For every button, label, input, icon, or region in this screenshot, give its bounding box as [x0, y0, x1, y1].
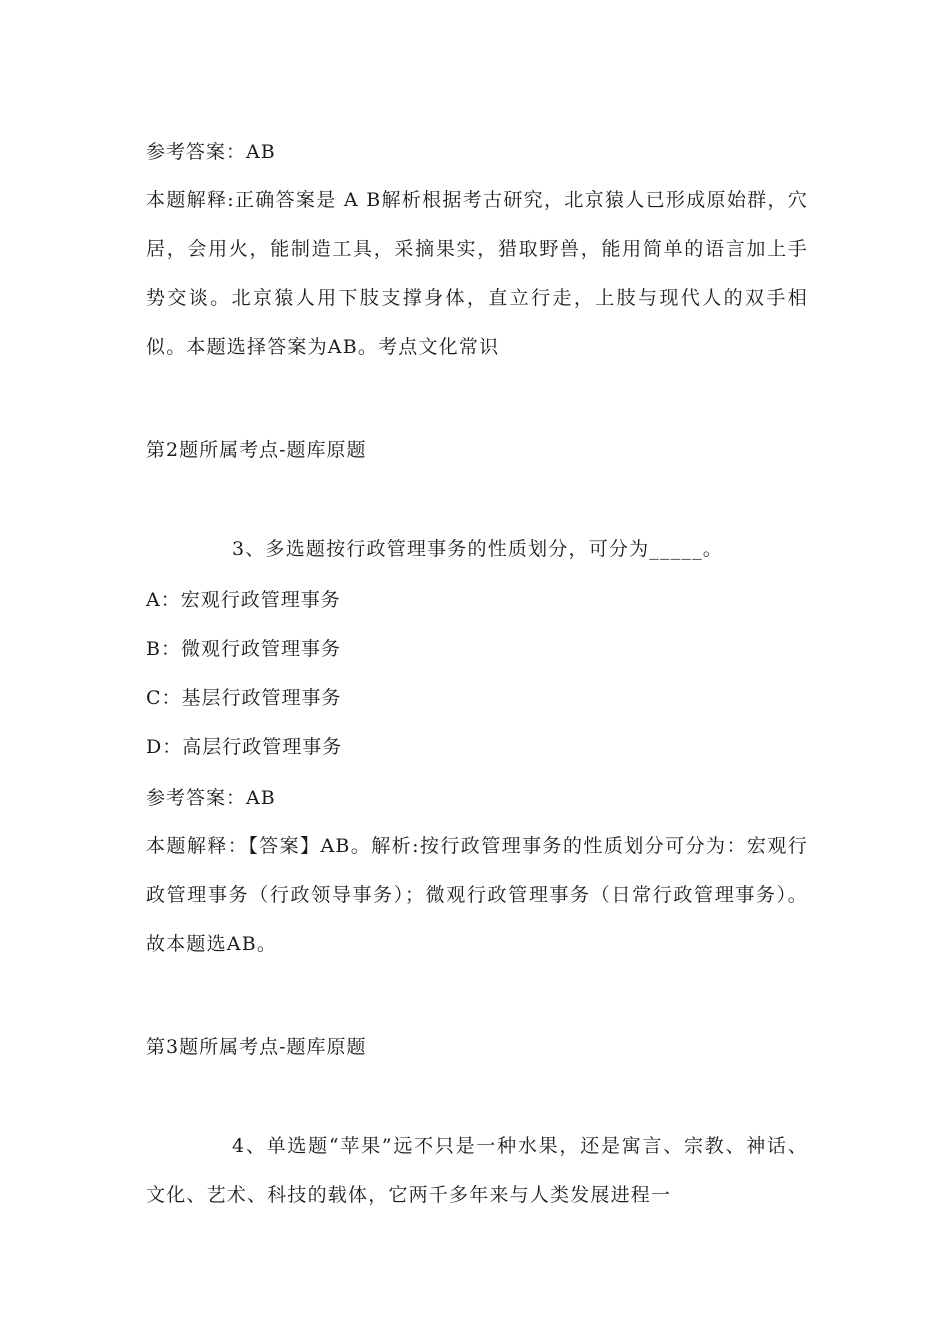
option-c: C：基层行政管理事务 [146, 687, 342, 709]
answer-line-q3: 参考答案：AB [146, 787, 276, 809]
explanation-q2: 本题解释:正确答案是 A B解析根据考古研究，北京猿人已形成原始群，穴居，会用火，能制造工具，采摘果实，猎取野兽，能用简单的语言加上手势交谈。北京猿人用下肢支撑身体，直立行走，上肢与现代人的双手相似。本题选择答案为AB。考点文化常识 [146, 189, 808, 358]
option-a: A：宏观行政管理事务 [146, 589, 341, 611]
option-b: B：微观行政管理事务 [146, 638, 341, 660]
topic-line-q3: 第3题所属考点-题库原题 [146, 1036, 367, 1058]
topic-line-q2: 第2题所属考点-题库原题 [146, 439, 367, 461]
answer-line-q2: 参考答案：AB [146, 141, 276, 163]
explanation-q3: 本题解释：【答案】AB。解析:按行政管理事务的性质划分可分为：宏观行政管理事务（行政领导事务）；微观行政管理事务（日常行政管理事务）。故本题选AB。 [146, 835, 808, 955]
question-stem-3: 3、多选题按行政管理事务的性质划分，可分为_____。 [232, 538, 723, 560]
option-d: D：高层行政管理事务 [146, 736, 343, 758]
question-stem-4: 4、单选题“苹果”远不只是一种水果，还是寓言、宗教、神话、文化、艺术、科技的载体，它两千多年来与人类发展进程一 [146, 1135, 808, 1206]
